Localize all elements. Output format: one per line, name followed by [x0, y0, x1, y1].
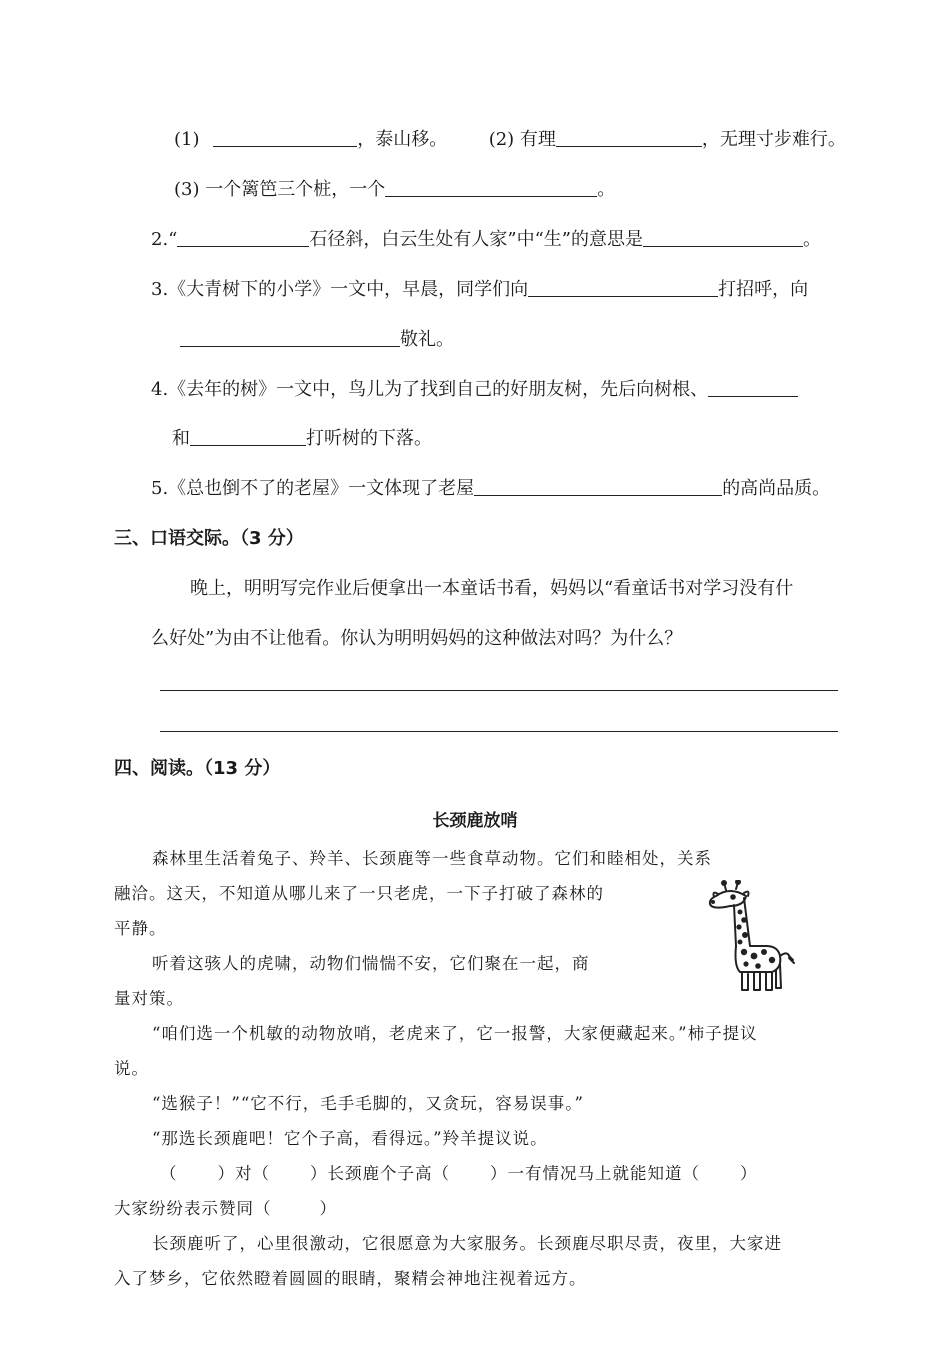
story-text: ）对（ [217, 1164, 270, 1183]
answer-blank[interactable] [474, 477, 722, 496]
section-heading-reading: 四、阅读。（13 分） [114, 758, 281, 779]
fill-text: 石径斜，白云生处有人家”中“生”的意思是 [309, 229, 643, 250]
story-line: 长颈鹿听了，心里很激动，它很愿意为大家服务。长颈鹿尽职尽责，夜里，大家进 [152, 1234, 782, 1253]
story-line: “那选长颈鹿吧！它个子高，看得远。”羚羊提议说。 [152, 1129, 548, 1148]
fill-text: 敬礼。 [400, 329, 454, 350]
question-3 [151, 278, 808, 302]
story-text: ） [740, 1164, 758, 1183]
story-line: 融洽。这天，不知道从哪儿来了一只老虎，一下子打破了森林的 [114, 884, 604, 903]
answer-blank[interactable] [708, 378, 798, 397]
fill-text: ，泰山移。 [357, 129, 448, 150]
answer-blank[interactable] [177, 228, 309, 247]
story-line: 量对策。 [114, 989, 184, 1008]
story-text: （ [160, 1164, 178, 1183]
fill-text: 打听树的下落。 [306, 428, 432, 449]
answer-blank[interactable] [180, 328, 400, 347]
fill-text: 3.《大青树下的小学》一文中，早晨，同学们向 [151, 279, 529, 300]
oral-paragraph-line-1: 晚上，明明写完作业后便拿出一本童话书看，妈妈以“看童话书对学习没有什 [190, 578, 794, 599]
story-text: ） [319, 1199, 337, 1218]
fill-text: ，无理寸步难行。 [701, 129, 846, 150]
story-text: 大家纷纷表示赞同（ [114, 1199, 272, 1218]
fill-text: 的高尚品质。 [722, 478, 831, 499]
question-4 [151, 378, 798, 402]
story-title: 长颈鹿放哨 [432, 811, 518, 831]
question-2 [151, 228, 821, 252]
question-4-cont [172, 427, 432, 451]
story-line: 森林里生活着兔子、羚羊、长颈鹿等一些食草动物。它们和睦相处，关系 [152, 849, 712, 868]
answer-line[interactable] [160, 731, 838, 732]
story-line: “咱们选一个机敏的动物放哨，老虎来了，它一报警，大家便藏起来。”柿子提议 [152, 1024, 758, 1043]
fill-text: (3) 一个篱笆三个桩，一个 [174, 179, 386, 200]
fill-text: 打招呼，向 [718, 279, 809, 300]
fill-text: (2) 有理 [488, 129, 556, 150]
story-line: 入了梦乡，它依然瞪着圆圆的眼睛，聚精会神地注视着远方。 [114, 1269, 587, 1288]
story-line: 听着这骇人的虎啸，动物们惴惴不安，它们聚在一起，商 [152, 954, 590, 973]
answer-blank[interactable] [190, 427, 306, 446]
story-line: 说。 [114, 1059, 149, 1078]
fill-text: (1) [174, 129, 200, 150]
answer-line[interactable] [160, 690, 838, 691]
answer-blank[interactable] [643, 228, 803, 247]
question-5 [151, 477, 830, 501]
fill-text: 4.《去年的树》一文中，鸟儿为了找到自己的好朋友树，先后向树根、 [151, 379, 709, 400]
story-text: ）长颈鹿个子高（ [310, 1164, 450, 1183]
answer-blank[interactable] [385, 178, 597, 197]
fill-text: 和 [172, 428, 190, 449]
oral-paragraph-line-2: 么好处”为由不让他看。你认为明明妈妈的这种做法对吗？为什么？ [151, 628, 683, 649]
fill-text: 。 [803, 229, 821, 250]
answer-blank[interactable] [556, 128, 702, 147]
answer-blank[interactable] [213, 128, 357, 147]
giraffe-icon [700, 880, 796, 996]
story-line: 平静。 [114, 919, 167, 938]
fill-text: 。 [597, 179, 616, 200]
story-line: “选猴子！”“它不行，毛手毛脚的，又贪玩，容易误事。” [152, 1094, 584, 1113]
question-3-cont [180, 328, 454, 352]
fill-line-1 [174, 128, 846, 152]
fill-text: 2.“ [151, 229, 178, 250]
punctuation-exercise-line [160, 1163, 758, 1185]
section-heading-oral: 三、口语交际。（3 分） [114, 528, 304, 549]
story-text: ）一有情况马上就能知道（ [490, 1164, 700, 1183]
fill-line-2 [174, 178, 615, 202]
fill-text: 5.《总也倒不了的老屋》一文体现了老屋 [151, 478, 475, 499]
punctuation-exercise-line [114, 1198, 337, 1220]
answer-blank[interactable] [528, 278, 718, 297]
